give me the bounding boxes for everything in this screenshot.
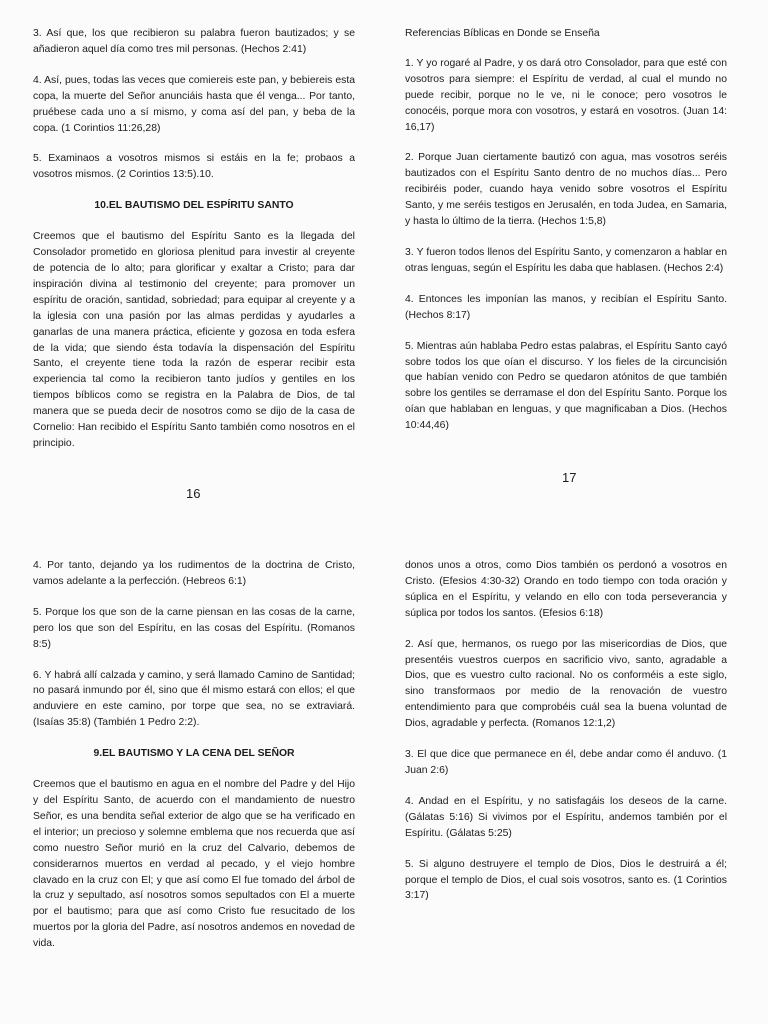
paragraph-1-juan-2: 3. El que dice que permanece en él, debe andar como él anduvo. (1 Juan 2:6) xyxy=(405,749,727,776)
bottom-right-column xyxy=(405,558,727,919)
section-body-bautismo-espiritu: Creemos que el bautismo del Espíritu Santo es la llegada del Consolador prometido en gloriosa plenitud para investir al creyente de potencia de lo alto; para glorificar y exaltar a Cristo; para dar inspiración divina al testimonio del creyente; para promover un espíritu de oración, santidad, sobriedad; para equipar al creyente y a la iglesia con una pasión por las almas perdidas y ayudarles a ganarlas de una manera práctica, eficiente y gozosa en toda esfera de la vida; que siendo ésta todavía la dispensación del Espíritu Santo, el creyente tiene toda la razón de esperar recibir esta experiencia tal como la recibieron tanto judíos y gentiles en los tiempos bíblicos como se registra en la Palabra de Dios, de tal manera que se pueda decir de nosotros como se dijo de la casa de Cornelio: Han recibido el Espíritu Santo también como nosotros en el principio. xyxy=(33,231,355,449)
paragraph-isaias-35: 6. Y habrá allí calzada y camino, y será llamado Camino de Santidad; no pasará inmundo por él, sino que él mismo estará con ellos; el que anduviere en este camino, por torpe que sea, no se extraviará. (Isaías 35:8) (También 1 Pedro 2:2). xyxy=(33,669,355,729)
reference-juan-14: 1. Y yo rogaré al Padre, y os dará otro Consolador, para que esté con vosotros para siempre: el Espíritu de verdad, al cual el mundo no puede recibir, porque no le ve, ni le conoce; pero vosotros le conocéis, porque mora con vosotros, y estará en vosotros. (Juan 14: 16,17) xyxy=(405,57,727,133)
section-heading-bautismo-espiritu: 10.EL BAUTISMO DEL ESPÍRITU SANTO xyxy=(94,200,294,212)
reference-hechos-10: 5. Mientras aún hablaba Pedro estas palabras, el Espíritu Santo cayó sobre todos los que oían el discurso. Y los fieles de la circuncisión que habían venido con Pedro se quedaron atónitos de que también sobre los gentiles se derramase el don del Espíritu Santo. Porque los oían que hablaban en lenguas, y que magnificaban a Dios. (Hechos 10:44,46) xyxy=(405,340,727,432)
page-number-17: 17 xyxy=(562,470,577,485)
section-heading-bautismo-cena: 9.EL BAUTISMO Y LA CENA DEL SEÑOR xyxy=(93,748,295,760)
page-17-column xyxy=(405,26,727,449)
reference-hechos-2-4: 3. Y fueron todos llenos del Espíritu Santo, y comenzaron a hablar en otras lenguas, según el Espíritu les daba que hablasen. (Hechos 2:4) xyxy=(405,246,727,274)
paragraph-1-corintios-11: 4. Así, pues, todas las veces que comiereis este pan, y bebiereis esta copa, la muerte del Señor anunciáis hasta que él venga... Por tanto, pruébese cada uno a sí mismo, y coma así del pan, y beba de la copa. (1 Corintios 11:26,28) xyxy=(33,74,355,134)
paragraph-hebreos-6: 4. Por tanto, dejando ya los rudimentos de la doctrina de Cristo, vamos adelante a la perfección. (Hebreos 6:1) xyxy=(33,560,355,587)
section-body-bautismo-cena: Creemos que el bautismo en agua en el nombre del Padre y del Hijo y del Espíritu Santo, de acuerdo con el mandamiento de nuestro Señor, es una bendita señal exterior de algo que se ha verificado en el interior; un precioso y solemne emblema que nos recuerda que así como nuestro Señor murió en la cruz del Calvario, debemos de considerarnos muertos en verdad al pecado, y el viejo hombre clavado en la cruz con El; y que así como El fue tomado del árbol de la cruz y sepultado, así nosotros somos sepultados con El a muerte por el bautismo; para que así como Cristo fue resucitado de los muertos por la gloria del Padre, así nosotros andemos en novedad de vida. xyxy=(33,779,355,950)
paragraph-romanos-12: 2. Así que, hermanos, os ruego por las misericordias de Dios, que presentéis vuestros cuerpos en sacrificio vivo, santo, agradable a Dios, que es vuestro culto racional. No os conforméis a este siglo, sino transformaos por medio de la renovación de vuestro entendimiento para que comprobéis cuál sea la buena voluntad de Dios, agradable y perfecta. (Romanos 12:1,2) xyxy=(405,638,727,730)
page-number-16: 16 xyxy=(186,486,201,501)
bottom-left-column xyxy=(33,558,355,967)
paragraph-efesios: donos unos a otros, como Dios también os perdonó a vosotros en Cristo. (Efesios 4:30-32) Orando en todo tiempo con toda oración y súplica en el Espíritu, y velando en ello con toda perseverancia y súplica por todos los santos. (Efesios 6:18) xyxy=(405,560,727,619)
reference-hechos-8: 4. Entonces les imponían las manos, y recibían el Espíritu Santo. (Hechos 8:17) xyxy=(405,293,727,321)
reference-hechos-1: 2. Porque Juan ciertamente bautizó con agua, mas vosotros seréis bautizados con el Espíritu Santo dentro de no muchos días... Pero recibiréis poder, cuando haya venido sobre vosotros el Espíritu Santo, y me seréis testigos en Jerusalén, en toda Judea, en Samaria, y hasta lo último de la tierra. (Hechos 1:5,8) xyxy=(405,152,727,228)
paragraph-galatas-5: 4. Andad en el Espíritu, y no satisfagáis los deseos de la carne. (Gálatas 5:16) Si vivimos por el Espíritu, andemos también por el Espíritu. (Gálatas 5:25) xyxy=(405,795,727,839)
paragraph-1-corintios-3: 5. Si alguno destruyere el templo de Dios, Dios le destruirá a él; porque el templo de Dios, el cual sois vosotros, santo es. (1 Corintios 3:17) xyxy=(405,858,727,902)
paragraph-hechos-2-41: 3. Así que, los que recibieron su palabra fueron bautizados; y se añadieron aquel día como tres mil personas. (Hechos 2:41) xyxy=(33,28,355,55)
page-16-column xyxy=(33,26,355,467)
paragraph-2-corintios-13: 5. Examinaos a vosotros mismos si estáis en la fe; probaos a vosotros mismos. (2 Corintios 13:5).10. xyxy=(33,153,355,181)
paragraph-romanos-8: 5. Porque los que son de la carne piensan en las cosas de la carne, pero los que son del Espíritu, en las cosas del Espíritu. (Romanos 8:5) xyxy=(33,606,355,650)
references-title: Referencias Bíblicas en Donde se Enseña xyxy=(405,28,600,39)
